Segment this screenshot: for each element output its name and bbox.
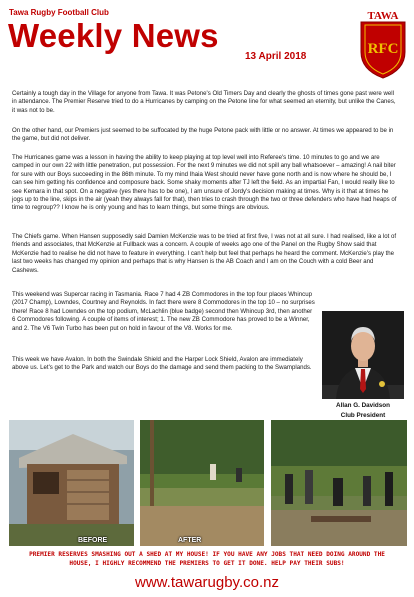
portrait-caption-role: Club President xyxy=(340,412,386,419)
article-paragraph-5: This weekend was Supercar racing in Tasmania. Race 7 had 4 ZB Commodores in the top four places Whincup (2017 Champ), Lowndes, Courtney and Reynolds. In fact there were 8 Commodores in the top 10 – no surprises there! Race 8 had Lowndes on the top podium, McLachlin (blue badge) second then Whincup 3rd, then another 6 Commodores following. A couple of items of interest; 1. The new ZB Commodore has proved to be a Winner, and 2. The V6 Twin Turbo has been put on hold in favour of the V8. Works for me. xyxy=(12,291,315,332)
page-title: Weekly News xyxy=(8,17,219,54)
logo-text-top: TAWA xyxy=(367,10,399,22)
after-shed-photo xyxy=(140,420,264,546)
before-label: BEFORE xyxy=(78,537,108,544)
article-paragraph-6: This week we have Avalon. In both the Swindale Shield and the Harper Lock Shield, Avalon are immediately above us. Let's get to the Park and watch our Boys do the damage and send them packing to the Swamplands. xyxy=(12,356,312,372)
after-label: AFTER xyxy=(178,537,202,544)
premier-reserves-working-photo xyxy=(271,420,407,546)
portrait-caption-name: Allan G. Davidson xyxy=(336,402,390,409)
issue-date: 13 April 2018 xyxy=(245,51,307,62)
website-link[interactable]: www.tawarugby.co.nz xyxy=(135,574,279,591)
club-name: Tawa Rugby Football Club xyxy=(9,8,109,17)
article-paragraph-3: The Hurricanes game was a lesson in having the ability to keep playing at top level well into Referee's time. 10 minutes to go and we are camped in our own 22 with little penetration, put possession. For the next 9 minutes we did not spill any ball whatsoever – amazing! A nail biter for sure with our Boys succeeding in the 86th minute. To my mind Ihaia West should never have gone north and is now where he should be, I can see him getting his confidence and composure back. Some shaky moments after TJ left the field. As an impartial Fan, I would really like to see Kemara in that spot. On a negative (yes there has to be one), I am unsure of Jordy's decision making at times. Why is it that at times he jogs up to the line, skips in the air (yeah they always fall for that), then tries to crash through the two or three defenders who have had heaps of time to regroup?? I know he is only young and has to learn things, but some things are obvious. xyxy=(12,154,397,212)
promo-line-2: HOUSE, I HIGHLY RECOMMEND THE PREMIERS TO GET IT DONE. HELP PAY THEIR SUBS! xyxy=(69,559,345,567)
logo-text-mid: RFC xyxy=(367,41,399,57)
article-paragraph-4: The Chiefs game. When Hansen supposedly said Damien McKenzie was to be tried at first five, I was not at all sure. I had realised, like a lot of friends and associates, that McKenzie at Fullback was a concern. A couple of weeks ago one of the Panel on the Rugby Show said that McKenzie had to realise he did not have to feature in everything. I can't help but feel that perhaps he heard the comment. McKenzie's play the last two weeks has changed my opinion and perhaps that is why Hansen is the AB Coach and I am on the Couch with a cold Beer and Cashews. xyxy=(12,233,397,274)
article-paragraph-2: On the other hand, our Premiers just seemed to be suffocated by the huge Petone pack with little or no answer. At times we appeared to be in the game, but did not deliver. xyxy=(12,127,394,143)
president-portrait-photo xyxy=(322,311,404,399)
article-paragraph-1: Certainly a tough day in the Village for anyone from Tawa. It was Petone's Old Timers Day and clearly the ghosts of times gone past were well in attendance. The Premier Reserve tried to do a Hurricanes by camping on the Petone line for what seemed an eternity, but unlike the Canes, it was not to be. xyxy=(12,90,396,114)
club-logo-shield xyxy=(358,8,408,80)
promo-line-1: PREMIER RESERVES SMASHING OUT A SHED AT MY HOUSE! IF YOU HAVE ANY JOBS THAT NEED DOING AROUND THE xyxy=(29,551,385,558)
before-shed-photo xyxy=(9,420,134,546)
promo-message xyxy=(14,551,400,568)
